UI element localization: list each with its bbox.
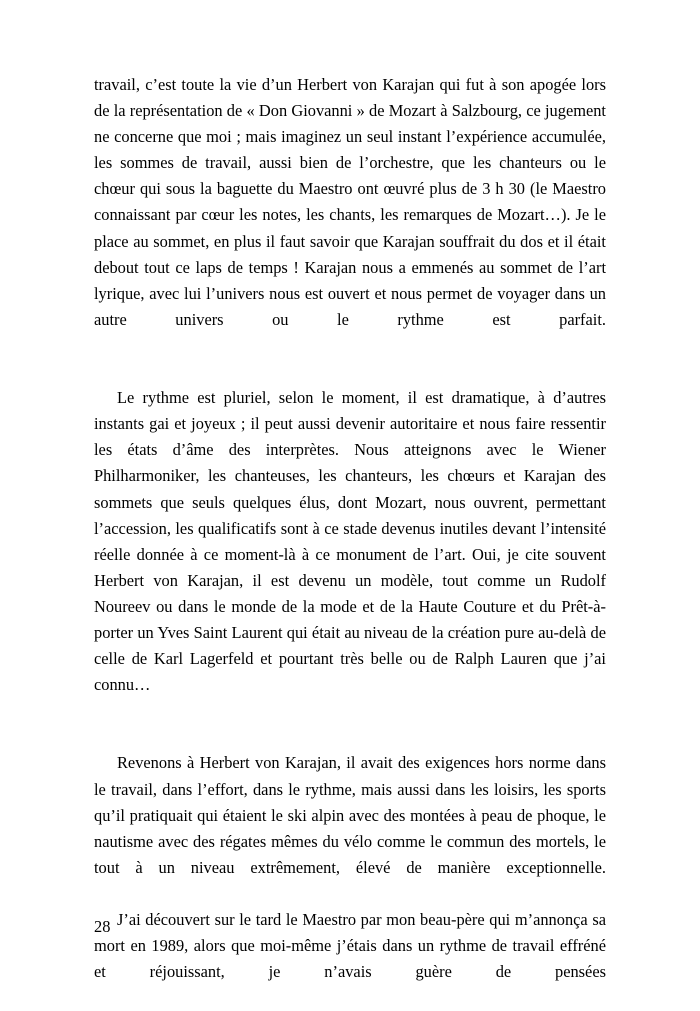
page-body-text xyxy=(94,72,606,1011)
paragraph-2: Le rythme est pluriel, selon le moment, il est dramatique, à d’autres instants gai et joyeux ; il peut aussi devenir autoritaire et nous faire ressentir les états d’âme des interprètes. Nous atteignons avec le Wiener Philharmoniker, les chanteuses, les chanteurs, les chœurs et Karajan des sommets que seuls quelques élus, dont Mozart, nous ouvrent, permettant l’accession, les qualificatifs sont à ce stade devenus inutiles devant l’intensité réelle donnée à ce moment-là à ce monument de l’art. Oui, je cite souvent Herbert von Karajan, il est devenu un modèle, tout comme un Rudolf Noureev ou dans le monde de la mode et de la Haute Couture et du Prêt-à-porter un Yves Saint Laurent qui était au niveau de la création pure au-delà de celle de Karl Lagerfeld et pourtant très belle ou de Ralph Lauren que j’ai connu… xyxy=(94,388,606,695)
paragraph-1: travail, c’est toute la vie d’un Herbert von Karajan qui fut à son apogée lors de la représentation de « Don Giovanni » de Mozart à Salzbourg, ce jugement ne concerne que moi ; mais imaginez un seul instant l’expérience accumulée, les sommes de travail, aussi bien de l’orchestre, que les chanteurs ou le chœur qui sous la baguette du Maestro ont œuvré plus de 3 h 30 (le Maestro connaissant par cœur les notes, les chants, les remarques de Mozart…). Je le place au sommet, en plus il faut savoir que Karajan souffrait du dos et il était debout tout ce laps de temps ! Karajan nous a emmenés au sommet de l’art lyrique, avec lui l’univers nous est ouvert et nous permet de voyager dans un autre univers ou le rythme est parfait. xyxy=(94,75,606,329)
paragraph-4: J’ai découvert sur le tard le Maestro par mon beau-père qui m’annonça sa mort en 1989, alors que moi-même j’étais dans un rythme de travail effréné et réjouissant, je n’avais guère de pensées xyxy=(94,910,606,982)
paragraph-3: Revenons à Herbert von Karajan, il avait des exigences hors norme dans le travail, dans l’effort, dans le rythme, mais aussi dans les loisirs, les sports qu’il pratiquait qui étaient le ski alpin avec des montées à peau de phoque, le nautisme avec des régates mêmes du vélo comme le commun des mortels, le tout à un niveau extrêmement, élevé de manière exceptionnelle. xyxy=(94,753,606,877)
page-number: 28 xyxy=(94,917,111,936)
